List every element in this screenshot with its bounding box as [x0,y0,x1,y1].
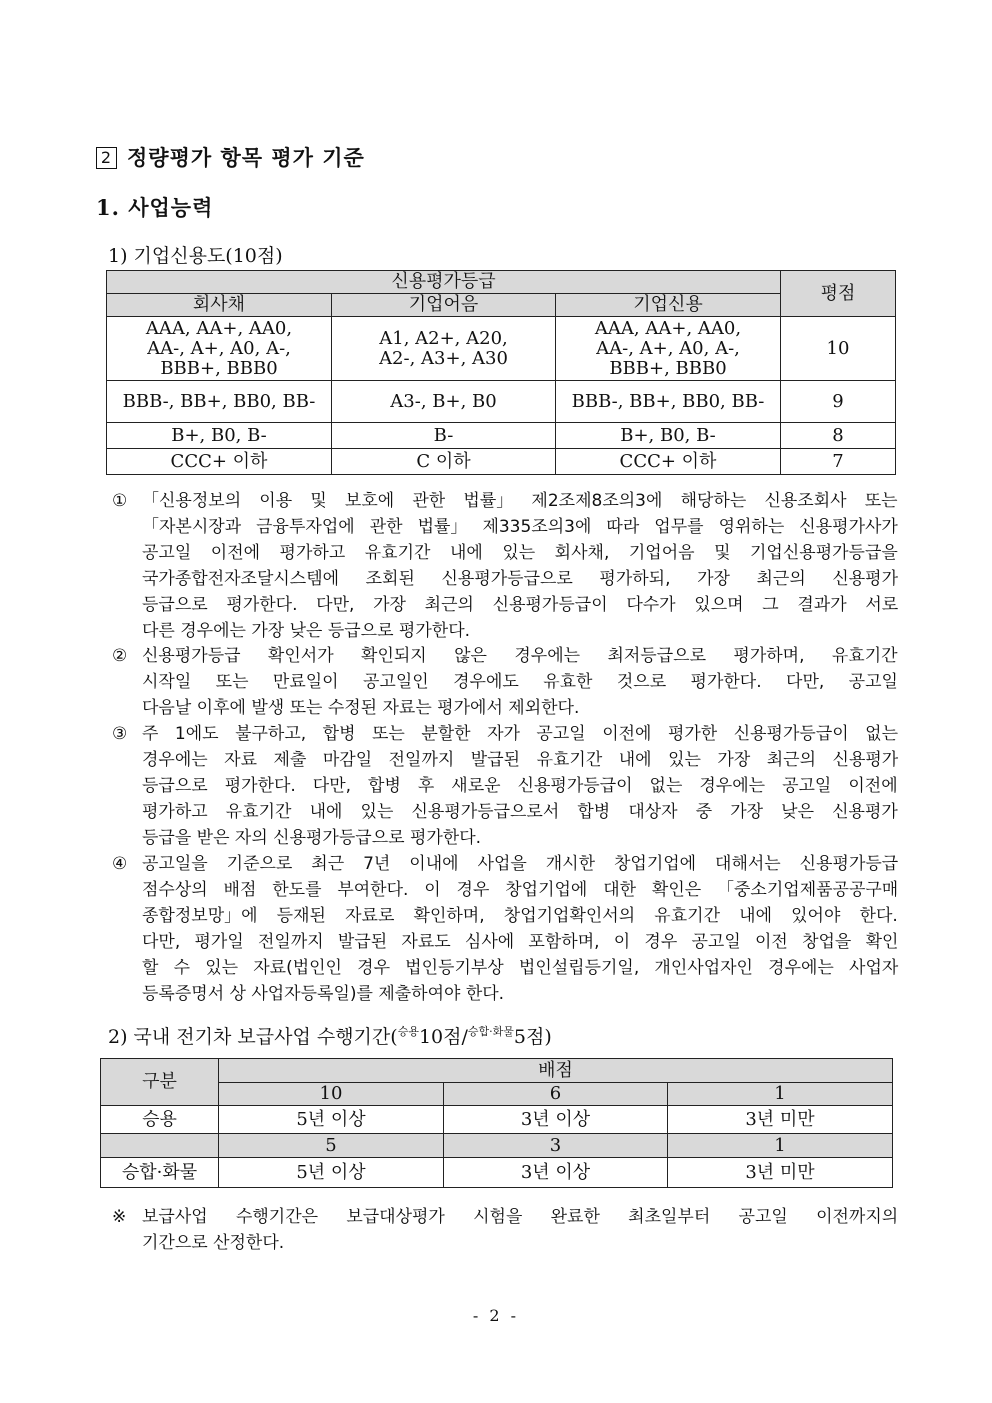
table-row [107,381,896,423]
credit-group-header: 신용평가등급 [107,271,781,294]
table-cell: BBB-, BB+, BB0, BB- [556,381,781,423]
table-row [101,1106,893,1134]
credit-note-1: ① 「신용정보의 이용 및 보호에 관한 법률」 제2조제8조의3에 해당하는 신용조회사 또는 「자본시장과 금융투자업에 관한 법률」 제335조의3에 따라 업무를 영위하는 신용평가사가 공고일 이전에 평가하고 유효기간 내에 있는 회사채, 기업어음 및 기업신용평가등급을 국가종합전자조달시스템에 조회된 신용평가등급으로 평가하되, 가장 최근의 신용평가 등급으로 평가한다. 다만, 가장 최근의 신용평가등급이 다수가 있으며 그 결과가 서로 다른 경우에는 가장 낮은 등급으로 평가한다. [112,491,899,641]
table-cell: B- [332,423,556,449]
ev-score-cell: 6 [444,1083,668,1106]
table-cell: BBB-, BB+, BB0, BB- [107,381,332,423]
table-cell: A3-, B+, B0 [332,381,556,423]
credit-col-header: 기업어음 [332,294,556,317]
credit-note-3: ③ 주 1에도 불구하고, 합병 또는 분할한 자가 공고일 이전에 평가한 신용평가등급이 없는 경우에는 자료 제출 마감일 전일까지 발급된 유효기간 내에 있는 가장 최근의 신용평가 등급으로 평가한다. 다만, 합병 후 새로운 신용평가등급이 없는 경우에는 공고일 이전에 평가하고 유효기간 내에 있는 신용평가등급으로서 합병 대상자 중 가장 낮은 신용평가 등급을 받은 자의 신용평가등급으로 평가한다. [112,724,899,848]
table-cell: 3년 미만 [668,1158,893,1188]
table-cell: A1, A2+, A20, A2-, A3+, A30 [332,317,556,381]
ev-heading: 2) 국내 전기차 보급사업 수행기간($^{승용}$10점/$^{승합\cdot 화물}$5점) [108,1025,552,1048]
credit-score-header: 평점 [781,271,896,317]
credit-col-header: 기업신용 [556,294,781,317]
table-row [101,1158,893,1188]
ev-col-header: 구분 [101,1059,219,1106]
table-cell: B+, B0, B- [107,423,332,449]
table-cell: 5년 이상 [219,1106,444,1134]
table-row [107,423,896,449]
table-cell: 7 [781,449,896,475]
subsection-title: 1. 사업능력 [96,195,214,220]
credit-col-header: 회사채 [107,294,332,317]
ev-score-cell: 3 [444,1134,668,1158]
section-number-box: 2 [96,147,117,169]
table-cell [101,1134,219,1158]
table-cell: 3년 이상 [444,1158,668,1188]
section-title [96,142,365,172]
table-cell: 3년 미만 [668,1106,893,1134]
table-cell: AAA, AA+, AA0, AA-, A+, A0, A-, BBB+, BBB0 [556,317,781,381]
table-cell: 8 [781,423,896,449]
table-row [107,317,896,381]
ev-score-cell: 5 [219,1134,444,1158]
ev-score-cell: 10 [219,1083,444,1106]
table-cell: CCC+ 이하 [107,449,332,475]
table-cell: 9 [781,381,896,423]
table-cell: CCC+ 이하 [556,449,781,475]
page-number: - 2 - [472,1306,520,1325]
table-cell: 10 [781,317,896,381]
ev-group-header: 배점 [219,1059,893,1083]
ev-period-table [100,1058,893,1188]
table-cell: AAA, AA+, AA0, AA-, A+, A0, A-, BBB+, BBB0 [107,317,332,381]
table-cell: 승합·화물 [101,1158,219,1188]
credit-note-4: ④ 공고일을 기준으로 최근 7년 이내에 사업을 개시한 창업기업에 대해서는 신용평가등급 점수상의 배점 한도를 부여한다. 이 경우 창업기업에 대한 확인은 「중소기업제품공공구매 종합정보망」에 등재된 자료로 확인하며, 창업기업확인서의 유효기간 내에 있어야 한다. 다만, 평가일 전일까지 발급된 자료도 심사에 포함하며, 이 경우 공고일 이전 창업을 확인 할 수 있는 자료(법인인 경우 법인등기부상 법인설립등기일, 개인사업자인 경우에는 사업자 등록증명서 상 사업자등록일)를 제출하여야 한다. [112,854,899,1004]
credit-heading: 1) 기업신용도(10점) [108,245,283,267]
credit-rating-table [106,270,896,475]
table-cell: C 이하 [332,449,556,475]
table-cell: 3년 이상 [444,1106,668,1134]
ev-score-cell: 1 [668,1134,893,1158]
ev-note: ※ 보급사업 수행기간은 보급대상평가 시험을 완료한 최초일부터 공고일 이전까지의 기간으로 산정한다. [112,1207,899,1253]
table-cell: 5년 이상 [219,1158,444,1188]
table-row [107,449,896,475]
table-cell: 승용 [101,1106,219,1134]
ev-score-cell: 1 [668,1083,893,1106]
table-cell: B+, B0, B- [556,423,781,449]
section-title-text: 정량평가 항목 평가 기준 [127,145,365,170]
credit-note-2: ② 신용평가등급 확인서가 확인되지 않은 경우에는 최저등급으로 평가하며, 유효기간 시작일 또는 만료일이 공고일인 경우에도 유효한 것으로 평가한다. 다만, 공고일 다음날 이후에 발생 또는 수정된 자료는 평가에서 제외한다. [112,646,898,718]
